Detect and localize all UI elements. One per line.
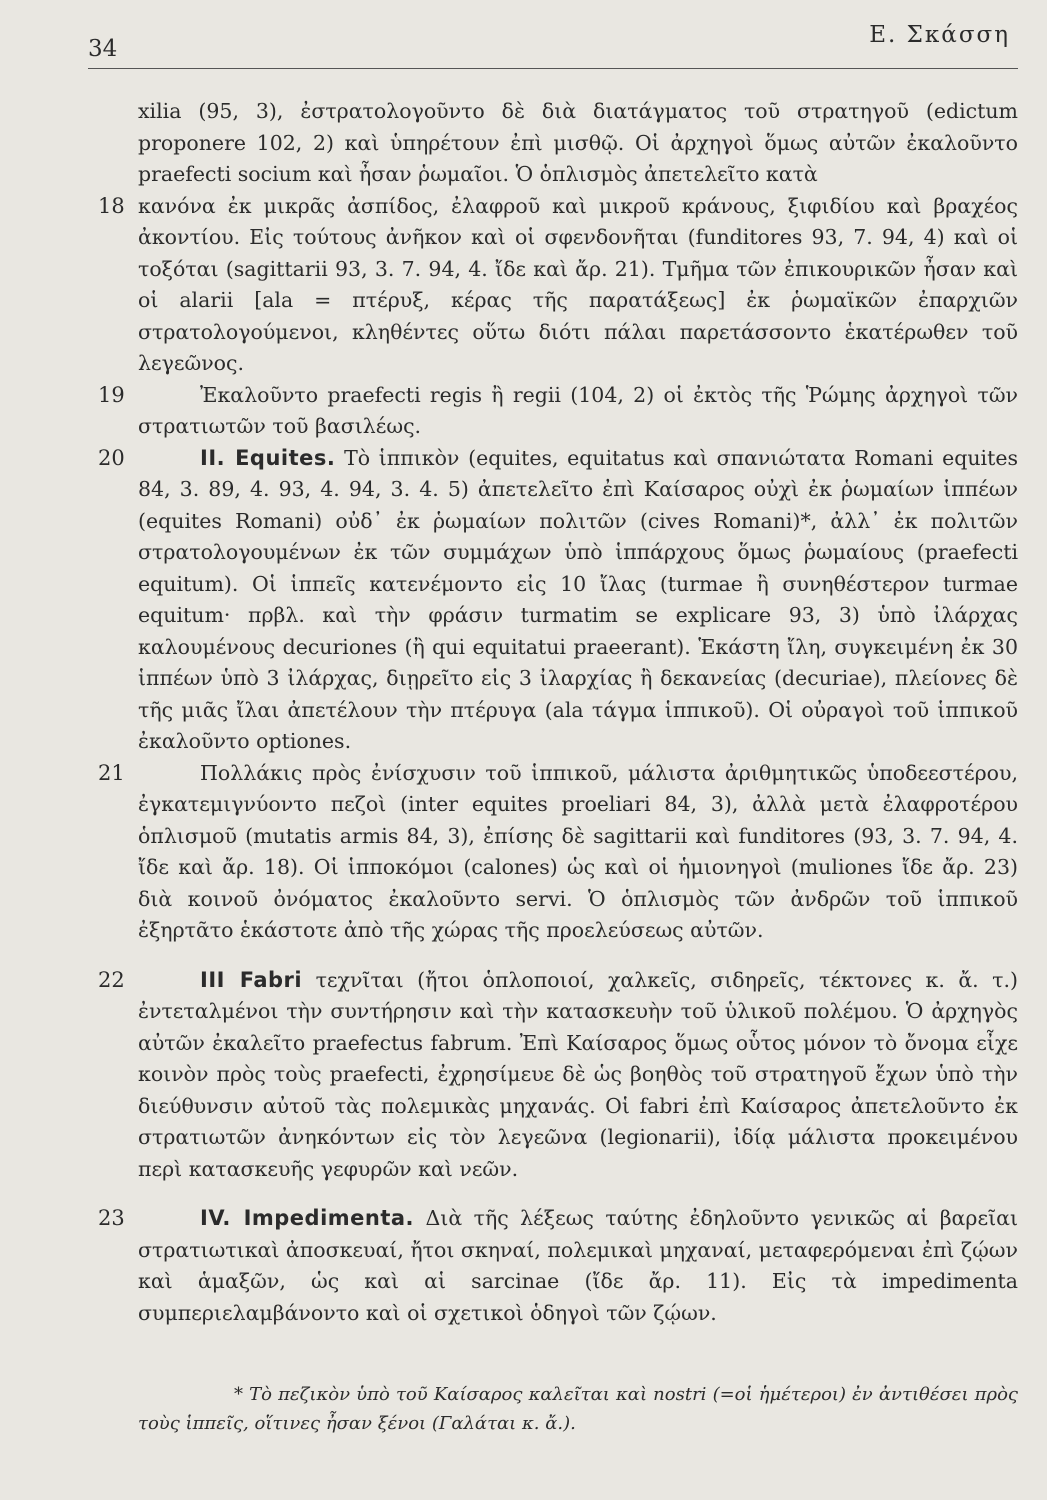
paragraph-text: xilia (95, 3), ἐστρατολογοῦντο δὲ διὰ διατάγματος τοῦ στρατηγοῦ (edictum proponere 102, 2) καὶ ὑπηρέτουν ἐπὶ μισθῷ. Οἱ ἀρχηγοὶ ὅμως αὐτῶν ἐκαλοῦντο praefecti socium καὶ ἦσαν ῥωμαῖοι. Ὁ ὁπλισμὸς ἀπετελεῖτο κατὰ bbox=[138, 99, 1018, 186]
footnote-text: * Τὸ πεζικὸν ὑπὸ τοῦ Καίσαρος καλεῖται καὶ nostri (=οἱ ἡμέτεροι) ἐν ἀντιθέσει πρὸς τοὺς ἱππεῖς, οἵτινες ἦσαν ξένοι (Γαλάται κ. ἄ.). bbox=[138, 1384, 1018, 1434]
section-heading-impedimenta: IV. Impedimenta. bbox=[200, 1206, 415, 1230]
section-heading-fabri: III Fabri bbox=[200, 967, 303, 992]
paragraph-text: Διὰ τῆς λέξεως ταύτης ἐδηλοῦντο γενικῶς αἱ βαρεῖαι στρατιωτικαὶ ἀποσκευαί, ἤτοι σκηναί, πολεμικαὶ μηχαναί, μεταφερόμεναι ἐπὶ ζῴων καὶ ἁμαξῶν, ὡς καὶ αἱ sarcinae (ἴδε ἄρ. 11). Εἰς τὰ impedimenta συμπεριελαμβάνοντο καὶ οἱ σχετικοὶ ὁδηγοὶ τῶν ζῴων. bbox=[138, 1206, 1018, 1325]
paragraph-22 bbox=[98, 965, 1019, 1186]
paragraph-20 bbox=[98, 443, 1018, 758]
paragraph-text: τεχνῖται (ἤτοι ὁπλοποιοί, χαλκεῖς, σιδηρεῖς, τέκτονες κ. ἄ. τ.) ἐντεταλμένοι τὴν συντήρησιν καὶ τὴν κατασκευὴν τοῦ ὑλικοῦ πολέμου. Ὁ ἀρχηγὸς αὐτῶν ἐκαλεῖτο praefectus fabrum. Ἐπὶ Καίσαρος ὅμως οὗτος μόνον τὸ ὄνομα εἶχε κοινὸν πρὸς τοὺς praefecti, ἐχρησίμευε δὲ ὡς βοηθὸς τοῦ στρατηγοῦ ἔχων ὑπὸ τὴν διεύθυνσιν αὐτοῦ τὰς πολεμικὰς μηχανάς. Οἱ fabri ἐπὶ Καίσαρος ἀπετελοῦντο ἐκ στρατιωτῶν ἀνηκόντων εἰς τὸν λεγεῶνα (legionarii), ἰδίᾳ μάλιστα προκειμένου περὶ κατασκευῆς γεφυρῶν καὶ νεῶν. bbox=[138, 967, 1019, 1181]
paragraph-text: Τὸ ἱππικὸν (equites, equitatus καὶ σπανιώτατα Romani equites 84, 3. 89, 4. 93, 4. 94, 3. 4. 5) ἀπετελεῖτο ἐπὶ Καίσαρος οὐχὶ ἐκ ῥωμαίων ἱππέων (equites Romani) οὐδ᾽ ἐκ ῥωμαίων πολιτῶν (cives Romani)*, ἀλλ᾽ ἐκ πολιτῶν στρατολογουμένων ἐκ τῶν συμμάχων ὑπὸ ἱππάρχους ὅμως ῥωμαίους (praefecti equitum). Οἱ ἱππεῖς κατενέμοντο εἰς 10 ἴλας (turmae ἢ συνηθέστερον turmae equitum· πρβλ. καὶ τὴν φράσιν turmatim se explicare 93, 3) ὑπὸ ἰλάρχας καλουμένους decuriones (ἢ qui equitatui praeerant). Ἑκάστη ἴλη, συγκειμένη ἐκ 30 ἱππέων ὑπὸ 3 ἰλάρχας, διῃρεῖτο εἰς 3 ἰλαρχίας ἢ δεκανείας (decuriae), πλείονες δὲ τῆς μιᾶς ἴλαι ἀπετέλουν τὴν πτέρυγα (ala τάγμα ἱππικοῦ). Οἱ οὐραγοὶ τοῦ ἱππικοῦ ἐκαλοῦντο optiones. bbox=[138, 445, 1018, 753]
paragraph-19 bbox=[98, 380, 1018, 443]
line-number-21: 21 bbox=[98, 760, 125, 785]
paragraph-text: Ἐκαλοῦντο praefecti regis ἢ regii (104, 2) οἱ ἐκτὸς τῆς Ῥώμης ἀρχηγοὶ τῶν στρατιωτῶν τοῦ βασιλέως. bbox=[138, 382, 1018, 438]
page-number: 34 bbox=[88, 36, 118, 62]
paragraph-text: κανόνα ἐκ μικρᾶς ἀσπίδος, ἐλαφροῦ καὶ μικροῦ κράνους, ξιφιδίου καὶ βραχέος ἀκοντίου. Εἰς τούτους ἀνῆκον καὶ οἱ σφενδονῆται (funditores 93, 7. 94, 4) καὶ οἱ τοξόται (sagittarii 93, 3. 7. 94, 4. ἴδε καὶ ἄρ. 21). Τμῆμα τῶν ἐπικουρικῶν ἦσαν καὶ οἱ alarii [ala = πτέρυξ, κέρας τῆς παρατάξεως] ἐκ ῥωμαϊκῶν ἐπαρχιῶν στρατολογούμενοι, κληθέντες οὕτω διότι πάλαι παρετάσσοντο ἑκατέρωθεν τοῦ λεγεῶνος. bbox=[138, 193, 1018, 375]
running-head: Ε. Σκάσση bbox=[869, 22, 1010, 48]
spacer bbox=[138, 1185, 1018, 1203]
spacer bbox=[138, 947, 1018, 965]
line-number-18: 18 bbox=[98, 193, 125, 218]
line-number-22: 22 bbox=[98, 967, 125, 992]
paragraph-1 bbox=[138, 96, 1018, 191]
paragraph-21 bbox=[98, 758, 1018, 947]
page-header bbox=[88, 22, 1018, 69]
line-number-20: 20 bbox=[98, 445, 125, 470]
paragraph-text: Πολλάκις πρὸς ἐνίσχυσιν τοῦ ἱππικοῦ, μάλιστα ἀριθμητικῶς ὑποδεεστέρου, ἐγκατεμιγνύοντο πεζοὶ (inter equites proeliari 84, 3), ἀλλὰ μετὰ ἐλαφροτέρου ὁπλισμοῦ (mutatis armis 84, 3), ἐπίσης δὲ sagittarii καὶ funditores (93, 3. 7. 94, 4. ἴδε καὶ ἄρ. 18). Οἱ ἱπποκόμοι (calones) ὡς καὶ οἱ ἡμιονηγοὶ (muliones ἴδε ἄρ. 23) διὰ κοινοῦ ὀνόματος ἐκαλοῦντο servi. Ὁ ὁπλισμὸς τῶν ἀνδρῶν τοῦ ἱππικοῦ ἐξηρτᾶτο ἑκάστοτε ἀπὸ τῆς χώρας τῆς προελεύσεως αὐτῶν. bbox=[138, 760, 1018, 942]
footnote bbox=[138, 1380, 1018, 1438]
paragraph-18 bbox=[98, 191, 1018, 380]
line-number-19: 19 bbox=[98, 382, 125, 407]
line-number-23: 23 bbox=[98, 1206, 125, 1230]
paragraph-23 bbox=[98, 1203, 1018, 1329]
body-text bbox=[98, 96, 1019, 1329]
section-heading-equites: II. Equites. bbox=[200, 445, 336, 470]
